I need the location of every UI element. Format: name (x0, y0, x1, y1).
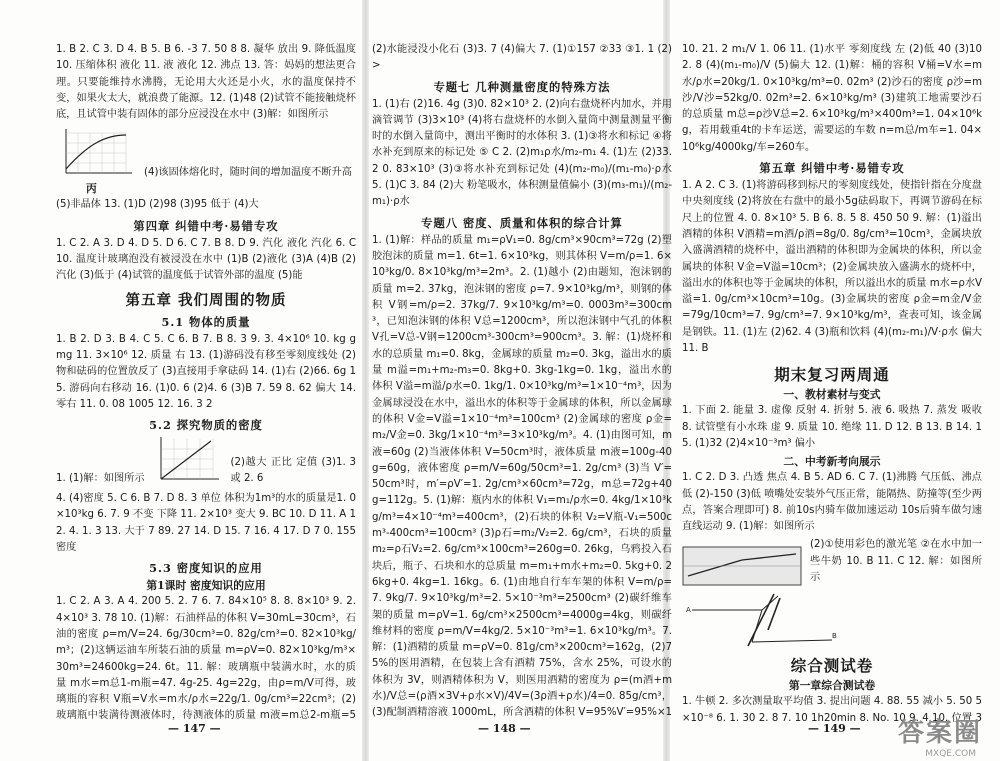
column-right (682, 42, 982, 722)
light-beam-photo (682, 546, 802, 586)
figure-temperature-graph (56, 125, 356, 181)
reflection-ray-diagram (682, 590, 842, 648)
watermark-logo-text: 答案圈 (897, 718, 982, 748)
answer-block: 1. C 2. D 3. 凸透 焦点 4. B 5. AD 6. C 7. (1)沸腾 气压低、沸点低 (2)-150 (3)低 喷嘴处安装外气压正常，能隔热、防撞等(至少两点，答案合理即可) 8. 前10s内骑车做加速运动 10s后骑车做匀速直线运动 9. (1)解：如图所示 (682, 472, 982, 533)
column-left (56, 42, 356, 722)
figure-ray-diagram (682, 590, 982, 648)
page-number: — 149 — (808, 722, 861, 735)
page-fold (362, 0, 369, 761)
answer-block: 10. 21. 2 m₁/V 1. 06 11. (1)水平 零刻度线 左 (2)低 40 (3)102. 8 (4)(m₁-m₀)/V (5)偏大 12. (1)解：桶的容积 V桶=V水=m水/ρ水=20kg/1. 0×10³kg/m³=0. 02m³ (2)沙石的密度 ρ沙=m沙/V沙=52kg/0. 02m³=2. 6×10³kg/m³ (3)建筑工地需要沙石的总质量 m总=ρ沙V总=2. 6×10³kg/m³×400m³=1. 04×10⁶kg，若用载重4t的卡车运送，需要运的车数 n=m总/m车=1. 04×10⁶kg/4000kg/车=260车。 (682, 44, 982, 153)
figure-mass-volume (56, 435, 356, 487)
section-title: 5.2 探究物质的密度 (149, 418, 263, 433)
figure-light-path (682, 537, 982, 586)
figure-note: (2)①使用彩色的激光笔 ②在水中加一些牛奶 10. B 11. C 12. 解：如图所示 (810, 539, 982, 584)
answer-block: 1. A 2. C 3. (1)将游码移到标尺的零刻度线处，使指针指在分度盘中央刻度线 (2)将放在右盘中的最小5g砝码取下，再调节游码在标尺上的位置 4. 0. 8×10³ 5. B 6. 8. 5 8. 450 50 9. 解：(1)溢出酒精的体积 V酒精=m酒/ρ酒=8g/0. 8g/cm³=10cm³，金属块放入盛满酒精的烧杯中，溢出酒精的体积即为金属块的体积，所以金属块的体积 V金=V溢=10cm³；(2)金属块放入盛满水的烧杯中，溢出水的体积也等于金属块的体积，所以溢出水的质量 m水=ρ水V溢=1. 0g/cm³×10cm³=10g。(3)金属块的密度 ρ金=m金/V金=79g/10cm³=7. 9g/cm³=7. 9×10³kg/m³，查表可知，该金属是钢铁。11. (1)左 (2)62. 4 (3)瓶和饮料 (4)(m₂-m₁)/V·ρ水 偏大 11. B (682, 180, 982, 355)
answer-block: 1. (1)解：样品的质量 m₁=ρV₁=0. 8g/cm³×90cm³=72g (2)塑胶泡沫的质量 m=1. 6t=1. 6×10³kg，则其体积 V=m/ρ=1. 6×10³kg/0. 8×10³kg/m³=2m³。2. (1)越小 (2)由题知，泡沫钢的质量 m=2. 37kg，泡沫钢的密度 ρ=7. 9×10³kg/m³，则钢的体积 V钢=m/ρ=2. 37kg/7. 9×10³kg/m³=0. 0003m³=300cm³，已知泡沫钢的体积 V总=1200cm³，所以泡沫钢中气孔的体积 V孔=V总-V钢=1200cm³-300cm³=900cm³。3. 解：(1)烧杯和水的总质量 m₁=0. 8kg，金属球的质量 m₂=0. 3kg，溢出水的质量 m溢=m₁+m₂-m₃=0. 8kg+0. 3kg-1kg=0. 1kg，溢出水的体积 V溢=m溢/ρ水=0. 1kg/1. 0×10³kg/m³=1×10⁻⁴m³，因为金属球浸没在水中，溢出水的体积等于金属球的体积，所以金属球的体积 V金=V溢=1×10⁻⁴m³=100cm³ (2)金属球的密度 ρ金=m₂/V金=0. 3kg/1×10⁻⁴m³=3×10³kg/m³。4. (1)由图可知，m液=60g (2)当液体体积 V=50cm³时，液体质量 m液=100g-40g=60g，液体密度 ρ=m/V=60g/50cm³=1. 2g/cm³ (3)当 V′=50cm³时，m′=ρV′=1. 2g/cm³×60cm³=72g，m总=72g+40g=112g。5. (1)解：瓶内水的体积 V₁=m₁/ρ水=0. 4kg/1×10³kg/m³=4×10⁻⁴m³=400cm³，(2)石块的体积 V₂=V瓶-V₁=500cm³-400cm³=100cm³ (3)ρ石=m₂/V₂=2. 6g/cm³，石块的质量 m₂=ρ石V₂=2. 6g/cm³×100cm³=260g=0. 26kg，乌鸦投入石块后，瓶子、石块和水的总质量 m=m₁+m水+m₂=0. 5kg+0. 26kg+0. 4kg=1. 16kg。6. (1)由地自行车车架的体积 V=m/ρ=7. 9kg/7. 9×10³kg/m³=2. 5×10⁻³m³=2500cm³ (2)碳纤维车架的质量 m=ρV=1. 6g/cm³×2500cm³=4000g=4kg，则碳纤维材料的密度 ρ=m/V=4kg/2. 5×10⁻³m³=1. 6×10³kg/m³。7. 解：(1)酒精的质量 m=ρV=0. 81g/cm³×200cm³=162g，(2)75%的医用酒精，在包装上含有酒精 75%，含水 25%，可设水的体积为 3V，则酒精体积为 V，则医用酒精的密度为 ρ=(m酒+m水)/V总=(ρ酒×3V+ρ水×V)/4V=(3ρ酒+ρ水)/4=0. 85g/cm³，(3)配制酒精溶液 1000mL，所含酒精的体积 V=95%V′=95%×1 (372, 234, 672, 719)
answer-block: 1. C 2. A 3. A 4. 200 5. 2. 7 6. 7. 84×10⁵ 8. 8. 8×10³ 9. 2. 4×10³ 3. 78 10. (1)解：石油样品的体积 V=30mL=30cm³，石油的密度 ρ=m/V=24. 6g/30cm³=0. 82g/cm³=0. 82×10³kg/m³；(2)这辆运油车所装石油的质量 m=ρV=0. 82×10³kg/m³×30m³=24600kg=24. 6t。11. 解：玻璃瓶中装满水时，水的质量 m水=m总1-m瓶=47. 4g-25. 4g=22g，由ρ=m/V可得，玻璃瓶的容积 V瓶=V水=m水/ρ水=22g/1. 0g/cm³=22cm³；(2)玻璃瓶中装满待测液体时，待测液体的质量 m液=m总2-m瓶=5 (56, 596, 356, 722)
subsection-title: 二、中考新考向展示 (783, 455, 881, 469)
section-title: 专题七 几种测量密度的特殊方法 (433, 79, 611, 94)
watermark-url: MXQE.COM (925, 749, 976, 759)
chapter-title: 第五章 我们周围的物质 (125, 291, 287, 309)
answer-block: (5)非晶体 13. (1)D (2)98 (3)95 低于 (4)大 (56, 199, 259, 211)
answer-block: 1. C 2. A 3. D 4. D 5. D 6. C 7. B 8. D 9. 汽化 液化 汽化 6. C 10. 温度计玻璃泡没有被浸没在水中 (1)B (2)液化 (3)A (4)B (2)汽化 (3)低于 (4)试管的温度低于试管外部的温度 (5)能 (56, 237, 356, 282)
figure-note: (4)该固体熔化时，随时间的增加温度不断升高 (144, 167, 352, 179)
answer-block: 4. (4)密度 5. C 6. B 7. D 8. 3 单位 体积为1m³的水的质量是1. 0×10³kg 6. 7. 9 不变 下降 11. 2×10³ 变大 9. BC 10. D 11. A 12. 4. 1. 3 13. 大于 7 89. 27 14. D 15. 7 16. 4 17. D 7 0. 155 密度 (56, 493, 356, 554)
answer-block: 1. 牛顿 2. 多次测量取平均值 3. 提出问题 4. 88. 55 减小 5. 50 5×10⁻⁸ 6. 1. 30 2. 8 7. 10 1h20min 8. No. 10 9. 4 10. 位置 3 (682, 696, 982, 722)
figure-note: (2)越大 正比 定值 (3)1. 3 或 2. 6 (230, 456, 356, 484)
subsection-title: 第一章综合测试卷 (788, 679, 876, 693)
page-number: — 147 — (168, 722, 221, 735)
answer-block: 1. B 2. D 3. B 4. C 5. C 6. B 7. B 8. 3 9. 3. 4×10⁶ 10. kg g mg 11. 3×10⁶ 12. 质量 右 13. (1)游码没有移至零刻度线处 (2)物和砝码的位置放反了 (3)直接用手拿砝码 14. (1)右 (2)66. 6g 15. 游码向右移动 16. (1)0. 6 (2)4. 6 (3)B 7. 59 8. 62 偏大 14. 零右 11. 0. 08 1005 12. 16. 3 2 (56, 333, 356, 410)
mass-volume-chart (153, 435, 223, 487)
svg-text:B: B (832, 632, 837, 641)
section-title: 5.3 密度知识的应用 (149, 561, 263, 576)
answer-block: 1. B 2. C 3. D 4. B 5. B 6. -3 7. 50 8 8. 凝华 放出 9. 降低温度 10. 压缩体积 液化 11. 液 液化 12. 沸点 13. 答：妈妈的想法更合理。只要能维持水沸腾，无论用大火还是小火，水的温度保持不变，如果火太大，就浪费了能源。12. (1)48 (2)试管不能接触烧杯底，且试管中装有固体的部分应浸没在水中 (3)解：如图所示 (56, 44, 356, 121)
lesson-title: 第1课时 密度知识的应用 (146, 579, 266, 593)
section-title: 第四章 纠错中考·易错专攻 (133, 218, 279, 233)
answer-block: 1. 下面 2. 能量 3. 虚像 反射 4. 折射 5. 液 6. 吸热 7. 蒸发 吸收 8. 试管壁有小水珠 虚 9. 质量 10. 绝缘 11. D 12. B 13. B 14. 15. (1)32 (2)4×10⁻³m³ 偏小 (682, 405, 982, 449)
column-middle (372, 42, 672, 722)
section-title: 第五章 纠错中考·易错专攻 (759, 161, 905, 176)
test-title: 综合测试卷 (790, 656, 874, 676)
review-title: 期末复习两周通 (774, 365, 890, 385)
section-title: 专题八 密度、质量和体积的综合计算 (421, 215, 623, 230)
section-title: 5.1 物体的质量 (161, 314, 251, 329)
answer-block: (2)水能浸没小化石 (3)3. 7 (4)偏大 7. (1)①157 ②33 ③1. 1 (2)> (372, 44, 672, 72)
temperature-time-chart (56, 125, 136, 181)
svg-text:A: A (686, 606, 691, 615)
subsection-title: 一、教材素材与变式 (783, 388, 881, 402)
figure-label: 丙 (86, 182, 97, 196)
page-number: — 148 — (478, 722, 531, 735)
figure-intro: 1. (1)解：如图所示 (56, 472, 145, 484)
answer-block: 1. (1)右 (2)16. 4g (3)0. 82×10³ 2. (2)向右盘烧杯内加水，并用滴管调节 (3)3×10³ (4)将右盘烧杯的水倒入量筒中测量测量平衡时的水倒入量筒中，测出平衡时的水体积 3. (1)③将水和标记 ④将水补充到原来的标记处 ⑤ C 2. (2)m₁ρ水/m₂-m₁ 4. (1)左 (2)33. 2 0. 83×10³ (3)③将水补充到标记处 (4)(m₂-m₀)/(m₁-m₀)·ρ水 5. (1)C 3. 84 (2)大 粉笔吸水，体积测量值偏小 (3)(m₃-m₁)/(m₂-m₁)·ρ水 (372, 98, 672, 208)
